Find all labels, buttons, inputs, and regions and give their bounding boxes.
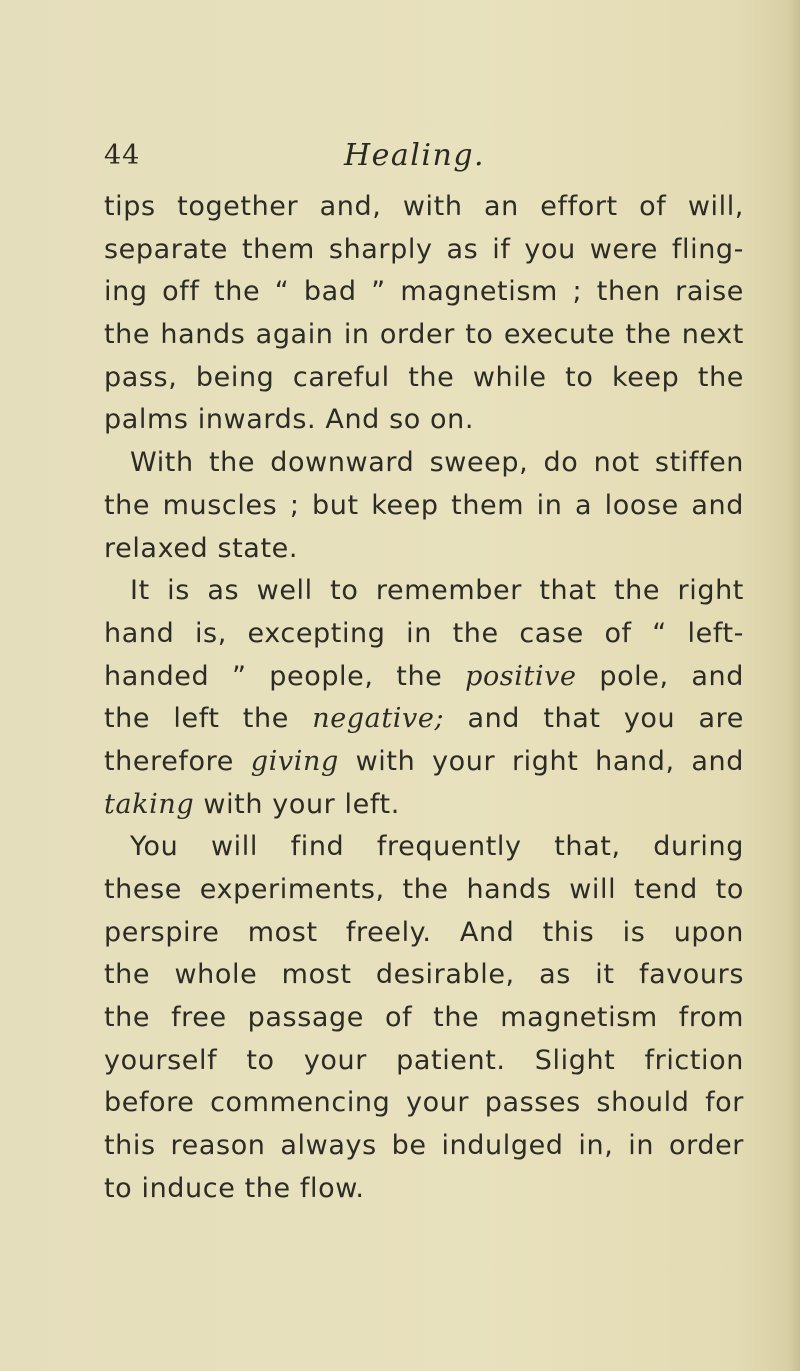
text-line-l15 <box>104 784 744 827</box>
text-line-l14 <box>104 741 744 784</box>
running-head: Healing. <box>344 138 486 173</box>
text-line-l16 <box>104 826 744 869</box>
body-text <box>104 186 744 1211</box>
text-run: with your left. <box>194 788 400 820</box>
text-run: and that you are <box>444 703 744 735</box>
text-run: pole, and <box>576 660 744 692</box>
text-line-l09 <box>104 528 744 571</box>
text-run: It is as well to remember that the right <box>130 575 744 607</box>
text-run: the muscles ; but keep them in a loose and <box>104 489 744 521</box>
text-line-l18 <box>104 912 744 955</box>
text-run: this reason always be indulged in, in order <box>104 1130 744 1162</box>
text-run: handed ” people, the <box>104 660 466 692</box>
text-line-l06 <box>104 399 744 442</box>
text-run: the hands again in order to execute the next <box>104 319 744 351</box>
text-run: perspire most freely. And this is upon <box>104 916 744 948</box>
text-run: to induce the flow. <box>104 1172 365 1204</box>
page-edge-shadow <box>788 0 800 1371</box>
text-line-l10 <box>104 570 744 613</box>
italic-emphasis: positive <box>465 660 577 692</box>
text-run: palms inwards. And so on. <box>104 404 475 436</box>
text-run: the left the <box>104 703 313 735</box>
text-line-l24 <box>104 1168 744 1211</box>
italic-emphasis: giving <box>250 745 339 777</box>
text-line-l19 <box>104 954 744 997</box>
text-line-l01 <box>104 186 744 229</box>
text-run: before commencing your passes should for <box>104 1087 744 1119</box>
text-line-l20 <box>104 997 744 1040</box>
italic-emphasis: negative; <box>312 703 445 735</box>
text-line-l04 <box>104 314 744 357</box>
text-run: therefore <box>104 745 251 777</box>
text-line-l22 <box>104 1082 744 1125</box>
text-run: the free passage of the magnetism from <box>104 1002 744 1034</box>
text-run: You will find frequently that, during <box>130 831 744 863</box>
text-line-l13 <box>104 698 744 741</box>
text-run: relaxed state. <box>104 532 299 564</box>
text-run: these experiments, the hands will tend to <box>104 874 744 905</box>
text-line-l08 <box>104 485 744 528</box>
text-line-l05 <box>104 357 744 400</box>
text-line-l07 <box>104 442 744 485</box>
text-line-l03 <box>104 271 744 314</box>
text-line-l17 <box>104 869 744 912</box>
text-line-l21 <box>104 1040 744 1083</box>
text-run: with your right hand, and <box>338 745 745 777</box>
page-header <box>104 140 740 180</box>
text-line-l23 <box>104 1125 744 1168</box>
text-line-l11 <box>104 613 744 656</box>
italic-emphasis: taking <box>104 788 195 820</box>
text-line-l02 <box>104 229 744 272</box>
text-run: separate them sharply as if you were fling- <box>104 233 744 265</box>
text-run: pass, being careful the while to keep the <box>104 361 744 393</box>
text-run: the whole most desirable, as it favours <box>104 959 744 991</box>
text-run: With the downward sweep, do not stiffen <box>130 447 744 479</box>
text-run: yourself to your patient. Slight friction <box>104 1044 744 1076</box>
text-run: tips together and, with an effort of will, <box>104 191 744 222</box>
page-number: 44 <box>104 140 141 171</box>
text-line-l12 <box>104 656 744 699</box>
text-run: hand is, excepting in the case of “ left- <box>104 617 744 649</box>
text-run: ing off the “ bad ” magnetism ; then raise <box>104 276 744 308</box>
